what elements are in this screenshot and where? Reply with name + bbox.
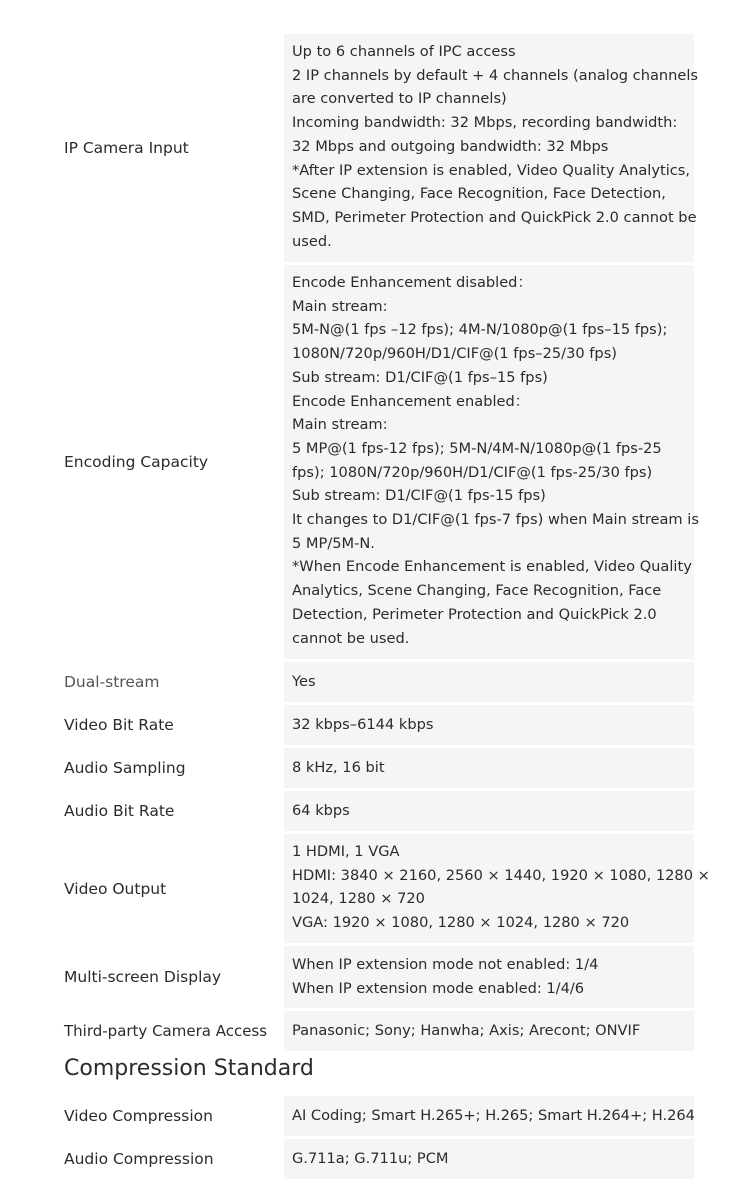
value-line: 8 kHz, 16 bit	[292, 759, 385, 777]
value-line: cannot be used.	[292, 629, 410, 647]
value-line: 32 kbps–6144 kbps	[292, 716, 434, 734]
table-row	[56, 1139, 694, 1179]
table-row	[56, 34, 699, 262]
value-line: Analytics, Scene Changing, Face Recognition, Face	[292, 582, 662, 600]
row-label: Video Compression	[56, 1096, 282, 1136]
value-line: When IP extension mode enabled: 1/4/6	[292, 979, 585, 997]
value-line: It changes to D1/CIF@(1 fps-7 fps) when Main stream is	[292, 511, 699, 529]
value-line: 5 MP/5M-N.	[292, 534, 375, 552]
row-label: IP Camera Input	[56, 34, 282, 262]
row-label: Audio Compression	[56, 1139, 282, 1179]
table-row	[56, 662, 694, 702]
value-line: Encode Enhancement disabled：	[292, 274, 533, 291]
row-value	[284, 946, 694, 1008]
value-line: AI Coding; Smart H.265+; H.265; Smart H.264+; H.264	[292, 1107, 695, 1125]
row-label: Dual-stream	[56, 662, 282, 702]
value-line: Encode Enhancement enabled：	[292, 392, 530, 410]
value-line: *After IP extension is enabled, Video Quality Analytics,	[292, 161, 691, 179]
value-line: 1080N/720p/960H/D1/CIF@(1 fps–25/30 fps)	[292, 345, 617, 363]
row-value	[284, 1096, 694, 1136]
row-label: Audio Bit Rate	[56, 791, 282, 831]
value-line: Main stream:	[292, 297, 388, 315]
value-line: HDMI: 3840 × 2160, 2560 × 1440, 1920 × 1080, 1280 ×	[292, 866, 710, 884]
value-line: 32 Mbps and outgoing bandwidth: 32 Mbps	[292, 137, 609, 155]
value-line: Main stream:	[292, 416, 388, 434]
value-line: G.711a; G.711u; PCM	[292, 1150, 449, 1168]
row-value	[284, 791, 694, 831]
value-line: 5M-N@(1 fps –12 fps); 4M-N/1080p@(1 fps–15 fps);	[292, 321, 668, 339]
table-row	[56, 1096, 694, 1136]
value-line: Incoming bandwidth: 32 Mbps, recording bandwidth:	[292, 114, 678, 132]
value-line: are converted to IP channels)	[292, 90, 507, 108]
value-line: 1024, 1280 × 720	[292, 890, 425, 908]
value-line: Sub stream: D1/CIF@(1 fps–15 fps)	[292, 368, 548, 386]
row-value	[284, 705, 694, 745]
value-line: Panasonic; Sony; Hanwha; Axis; Arecont; ONVIF	[292, 1022, 641, 1040]
value-line: Up to 6 channels of IPC access	[292, 43, 516, 60]
table-row	[56, 748, 694, 788]
value-line: SMD, Perimeter Protection and QuickPick 2.0 cannot be	[292, 208, 697, 226]
row-value	[284, 748, 694, 788]
row-label: Multi-screen Display	[56, 946, 282, 1008]
value-line: 2 IP channels by default + 4 channels (analog channels	[292, 66, 699, 84]
value-line: Detection, Perimeter Protection and QuickPick 2.0	[292, 605, 657, 623]
table-row	[56, 791, 694, 831]
value-line: Sub stream: D1/CIF@(1 fps-15 fps)	[292, 487, 546, 505]
row-value	[284, 662, 694, 702]
row-value	[284, 834, 710, 943]
row-label: Video Bit Rate	[56, 705, 282, 745]
value-line: 1 HDMI, 1 VGA	[292, 843, 400, 860]
row-label: Video Output	[56, 834, 282, 943]
section-title: Compression Standard	[64, 1056, 314, 1081]
value-line: Scene Changing, Face Recognition, Face Detection,	[292, 185, 666, 203]
table-row	[56, 265, 699, 659]
value-line: fps); 1080N/720p/960H/D1/CIF@(1 fps-25/30 fps)	[292, 463, 653, 481]
table-row	[56, 834, 710, 943]
value-line: When IP extension mode not enabled: 1/4	[292, 956, 599, 973]
value-line: 64 kbps	[292, 802, 350, 820]
value-line: Yes	[292, 673, 316, 691]
row-value	[284, 34, 699, 262]
row-label: Third-party Camera Access	[56, 1011, 282, 1051]
value-line: *When Encode Enhancement is enabled, Video Quality	[292, 558, 692, 576]
row-value	[284, 1011, 694, 1051]
row-label: Encoding Capacity	[56, 265, 282, 659]
row-value	[284, 265, 699, 659]
value-line: VGA: 1920 × 1080, 1280 × 1024, 1280 × 720	[292, 914, 630, 932]
row-value	[284, 1139, 694, 1179]
table-row	[56, 705, 694, 745]
value-line: used.	[292, 232, 332, 250]
table-row	[56, 946, 694, 1008]
table-row	[56, 1011, 694, 1051]
value-line: 5 MP@(1 fps-12 fps); 5M-N/4M-N/1080p@(1 fps-25	[292, 439, 662, 457]
row-label: Audio Sampling	[56, 748, 282, 788]
